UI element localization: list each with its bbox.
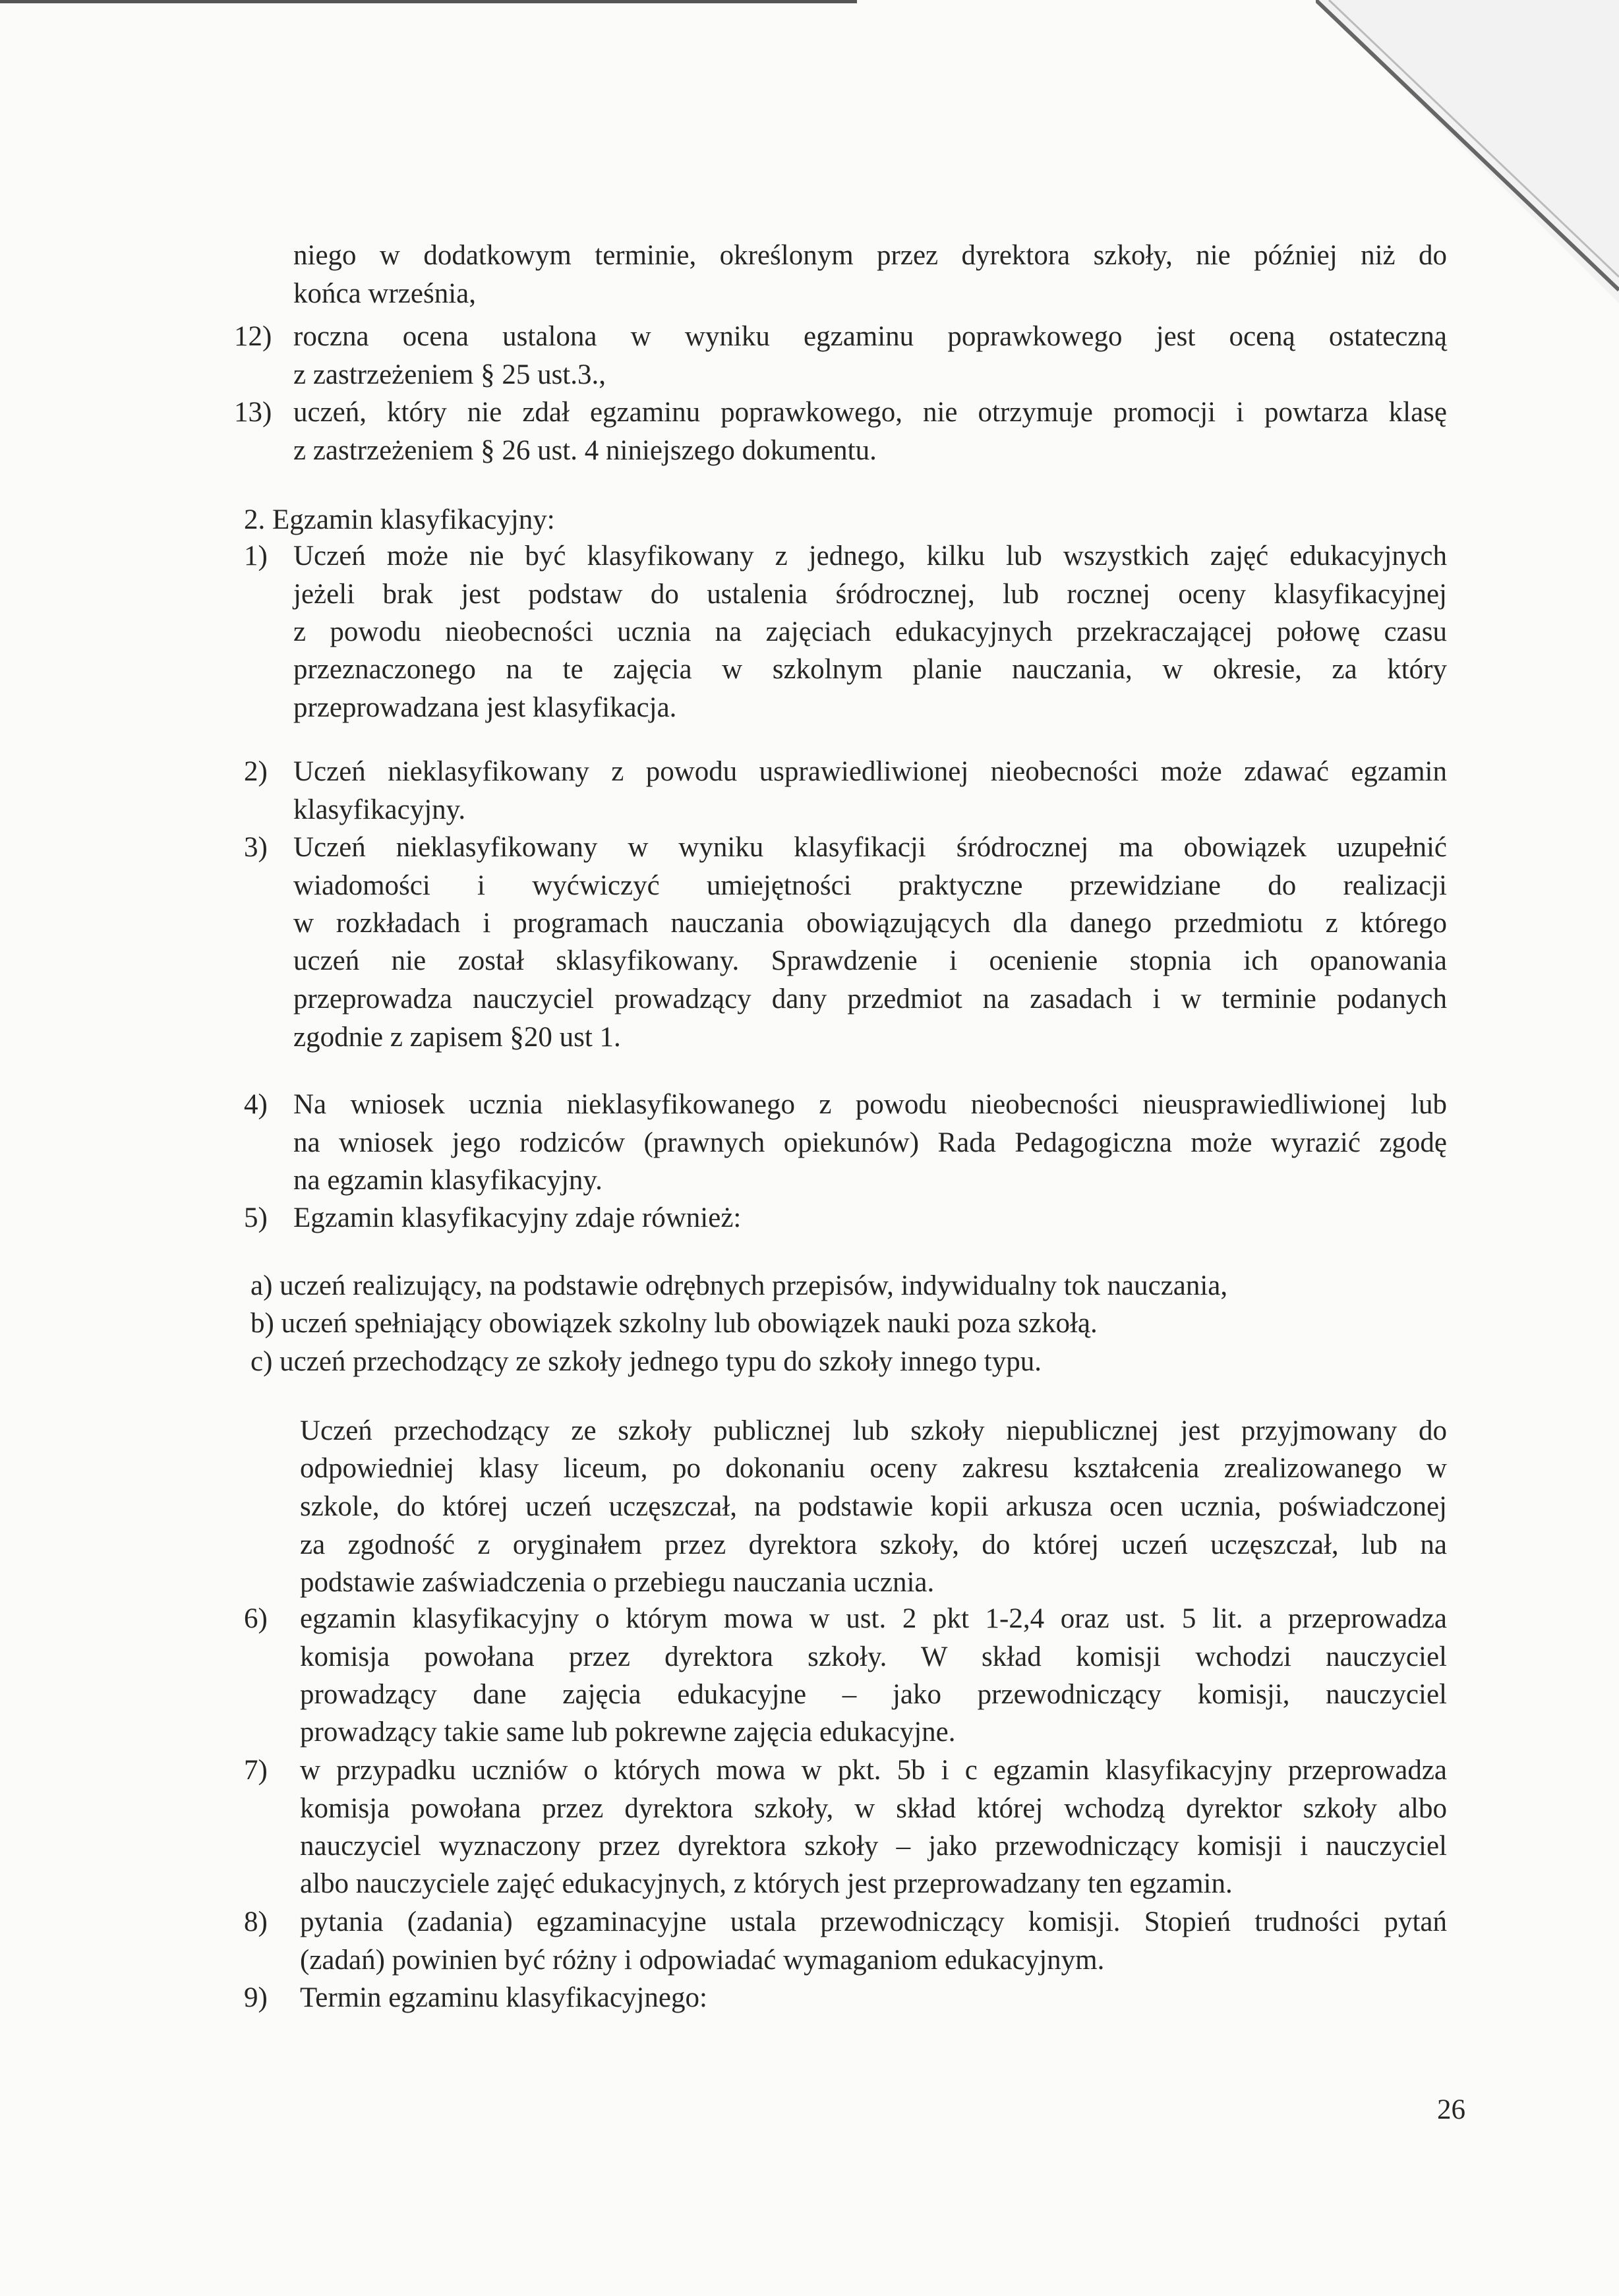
list-item-line: zgodnie z zapisem §20 ust 1.: [293, 1022, 621, 1053]
section-heading: 2. Egzamin klasyfikacyjny:: [244, 504, 555, 535]
list-item-line: przeprowadza nauczyciel prowadzący dany przedmiot na zasadach i w terminie podanych: [293, 984, 1447, 1015]
list-item-number: 4): [244, 1089, 268, 1120]
list-item-line: Uczeń może nie być klasyfikowany z jednego, kilku lub wszystkich zajęć edukacyjnych: [293, 541, 1447, 572]
list-item-line: uczeń nie został sklasyfikowany. Sprawdzenie i ocenienie stopnia ich opanowania: [293, 945, 1447, 976]
list-item-number: 2): [244, 756, 268, 787]
list-item-line: Egzamin klasyfikacyjny zdaje również:: [293, 1202, 742, 1233]
list-item-line: albo nauczyciele zajęć edukacyjnych, z których jest przeprowadzany ten egzamin.: [300, 1868, 1233, 1899]
list-item-line: Termin egzaminu klasyfikacyjnego:: [300, 1982, 707, 2013]
list-item-line: w rozkładach i programach nauczania obowiązujących dla danego przedmiotu z którego: [293, 908, 1447, 939]
list-item-line: prowadzący takie same lub pokrewne zajęcia edukacyjne.: [300, 1717, 956, 1748]
sub-list-item: c) uczeń przechodzący ze szkoły jednego typu do szkoły innego typu.: [250, 1346, 1042, 1377]
list-item-number: 13): [234, 397, 272, 428]
list-item-line: pytania (zadania) egzaminacyjne ustala przewodniczący komisji. Stopień trudności pytań: [300, 1906, 1447, 1937]
sub-list-item: a) uczeń realizujący, na podstawie odrębnych przepisów, indywidualny tok nauczania,: [250, 1270, 1228, 1301]
list-item-line: egzamin klasyfikacyjny o którym mowa w ust. 2 pkt 1-2,4 oraz ust. 5 lit. a przeprowadza: [300, 1603, 1447, 1634]
list-item-number: 3): [244, 832, 268, 863]
list-item-line: przeznaczonego na te zajęcia w szkolnym planie nauczania, w okresie, za który: [293, 654, 1447, 685]
list-item-line: roczna ocena ustalona w wyniku egzaminu poprawkowego jest oceną ostateczną: [293, 321, 1447, 352]
list-item-line: wiadomości i wyćwiczyć umiejętności praktyczne przewidziane do realizacji: [293, 870, 1447, 901]
list-item-line: przeprowadzana jest klasyfikacja.: [293, 692, 677, 723]
sub-list-item: b) uczeń spełniający obowiązek szkolny lub obowiązek nauki poza szkołą.: [250, 1308, 1098, 1339]
list-item-line: z zastrzeżeniem § 25 ust.3.,: [293, 359, 606, 390]
list-item-line: Uczeń nieklasyfikowany w wyniku klasyfikacji śródrocznej ma obowiązek uzupełnić: [293, 832, 1447, 863]
list-item-line: na egzamin klasyfikacyjny.: [293, 1165, 603, 1196]
list-item-line: komisja powołana przez dyrektora szkoły. W skład komisji wchodzi nauczyciel: [300, 1641, 1447, 1672]
list-item-number: 8): [244, 1906, 268, 1937]
list-item-line: nauczyciel wyznaczony przez dyrektora szkoły – jako przewodniczący komisji i nauczyciel: [300, 1831, 1447, 1862]
continuation-line: niego w dodatkowym terminie, określonym przez dyrektora szkoły, nie później niż do: [293, 240, 1447, 271]
list-item-line: w przypadku uczniów o których mowa w pkt. 5b i c egzamin klasyfikacyjny przeprowadza: [300, 1755, 1447, 1786]
paragraph-line: odpowiedniej klasy liceum, po dokonaniu oceny zakresu kształcenia zrealizowanego w: [300, 1453, 1447, 1484]
list-item-line: Uczeń nieklasyfikowany z powodu usprawiedliwionej nieobecności może zdawać egzamin: [293, 756, 1447, 787]
list-item-line: Na wniosek ucznia nieklasyfikowanego z powodu nieobecności nieusprawiedliwionej lub: [293, 1089, 1447, 1120]
list-item-number: 12): [234, 321, 272, 352]
list-item-number: 7): [244, 1755, 268, 1786]
paragraph-line: szkole, do której uczeń uczęszczał, na podstawie kopii arkusza ocen ucznia, poświadczonej: [300, 1491, 1447, 1522]
page-number: 26: [1437, 2094, 1465, 2125]
list-item-line: z powodu nieobecności ucznia na zajęciach edukacyjnych przekraczającej połowę czasu: [293, 616, 1447, 647]
continuation-line: końca września,: [293, 278, 476, 309]
paragraph-line: podstawie zaświadczenia o przebiegu nauczania ucznia.: [300, 1567, 935, 1598]
list-item-line: jeżeli brak jest podstaw do ustalenia śródrocznej, lub rocznej oceny klasyfikacyjnej: [293, 579, 1447, 610]
list-item-number: 6): [244, 1603, 268, 1634]
list-item-line: komisja powołana przez dyrektora szkoły, w skład której wchodzą dyrektor szkoły albo: [300, 1793, 1447, 1824]
list-item-line: (zadań) powinien być różny i odpowiadać wymaganiom edukacyjnym.: [300, 1945, 1105, 1976]
list-item-line: klasyfikacyjny.: [293, 794, 466, 825]
list-item-number: 9): [244, 1982, 268, 2013]
list-item-line: uczeń, który nie zdał egzaminu poprawkowego, nie otrzymuje promocji i powtarza klasę: [293, 397, 1447, 428]
paragraph-line: Uczeń przechodzący ze szkoły publicznej lub szkoły niepublicznej jest przyjmowany do: [300, 1415, 1447, 1446]
paragraph-line: za zgodność z oryginałem przez dyrektora szkoły, do której uczeń uczęszczał, lub na: [300, 1529, 1447, 1560]
list-item-line: prowadzący dane zajęcia edukacyjne – jako przewodniczący komisji, nauczyciel: [300, 1679, 1447, 1710]
list-item-line: z zastrzeżeniem § 26 ust. 4 niniejszego dokumentu.: [293, 435, 877, 466]
list-item-number: 1): [244, 541, 268, 572]
list-item-line: na wniosek jego rodziców (prawnych opiekunów) Rada Pedagogiczna może wyrazić zgodę: [293, 1127, 1447, 1158]
list-item-number: 5): [244, 1202, 268, 1233]
